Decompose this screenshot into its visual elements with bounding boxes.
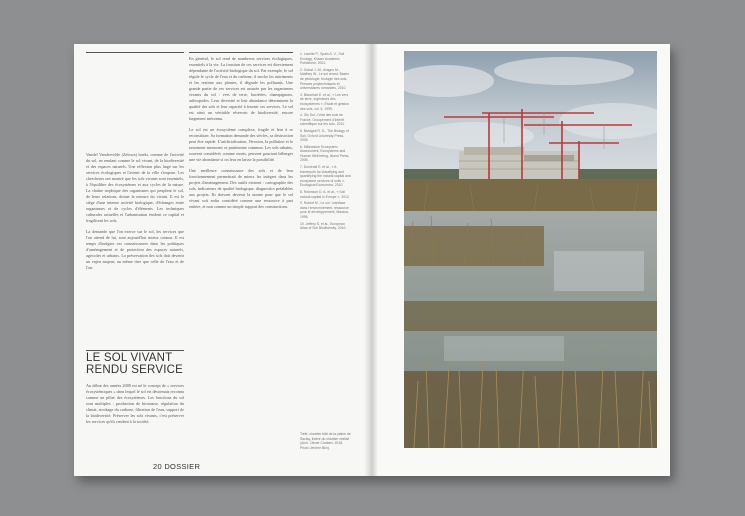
- section-label: DOSSIER: [164, 462, 201, 471]
- top-rule-col1: [86, 52, 184, 53]
- footnote-7: 7. Dominati E. et al., « A framework for classifying and quantifying the natural capital and ecosystem services of soils », Ecological Economics, 2010.: [300, 165, 351, 188]
- page-number: 20: [153, 462, 162, 471]
- section-title: LE SOL VIVANT RENDU SERVICE: [86, 352, 183, 376]
- column-1-lower: [86, 383, 184, 443]
- column-2: [189, 56, 293, 436]
- col2-paragraph-1: En général, le sol rend de nombreux services écologiques, essentiels à la vie. La fonction de ces services est directement dépendante de l'activité biologique du sol. Par exemple, le sol régule le cycle de l'eau et du carbone, il stocke les nutriments et les restitue aux plantes, il dégrade les polluants. Une grande partie de ces services est assurée par les organismes vivants du sol : vers de terre, bactéries, champignons, arthropodes. Leur diversité et leur abondance déterminent la qualité des sols et leur capacité à fournir ces services. Le sol est ainsi un véritable réservoir de biodiversité, encore largement méconnu.: [189, 56, 293, 121]
- footnote-4: 4. Gis Sol, L'état des sols de France, Groupement d'intérêt scientifique sur les sols, 2011.: [300, 113, 345, 127]
- photo-illustration: [404, 51, 657, 448]
- top-rule-col2: [189, 52, 293, 53]
- construction-site-photo: [404, 51, 657, 448]
- footnote-1: 1. Lavelle P., Spain A. V., Soil Ecology, Kluwer Academic Publishers, 2001.: [300, 52, 345, 66]
- footnote-3: 3. Blanchart E. et al., « Les vers de terre, ingénieurs des écosystèmes », Étude et gestion des sols, vol. 6, 1999.: [300, 92, 350, 111]
- footnote-10: 10. Jeffery S. et al., European Atlas of Soil Biodiversity, 2010.: [300, 221, 347, 231]
- section-title-rule: [86, 350, 184, 351]
- column-1: [86, 152, 184, 292]
- col2-paragraph-3: Une meilleure connaissance des sols et de leur fonctionnement permettrait de mieux les intégrer dans les projets d'aménagement. Des outils existent : cartographie des sols, indicateurs de qualité biologique, diagnostics préalables aux projets. Ils doivent devenir la norme pour que le sol vivant soit enfin considéré comme une ressource à part entière, et non comme un simple support des constructions.: [189, 168, 293, 209]
- page-folio: [153, 462, 200, 471]
- col2-paragraph-2: Le sol est un écosystème complexe, fragile et lent à se reconstituer. Sa formation demande des siècles, sa destruction peut être rapide. L'artificialisation, l'érosion, la pollution et le tassement menacent ce patrimoine commun. Les sols urbains, souvent considérés comme morts, peuvent pourtant héberger une vie abondante si on leur en laisse la possibilité.: [189, 127, 293, 162]
- footnotes-column: [300, 52, 352, 297]
- footnote-6: 6. Millennium Ecosystem Assessment, Ecosystems and Human Well-being, Island Press, 2005.: [300, 144, 350, 163]
- col1-paragraph-2: La demande que l'on exerce sur le sol, les services que l'on attend de lui, sont aujourd'hui mieux connus. Il est temps d'intégrer ces connaissances dans les politiques d'aménagement et de protection des espaces naturels, agricoles et urbains. La préservation des sols doit devenir un enjeu majeur, au même titre que celle de l'eau et de l'air.: [86, 229, 184, 270]
- spine-gutter: [364, 44, 378, 476]
- footnote-8: 8. Robinson D. A. et al., « Soil natural capital in Europe », 2012.: [300, 190, 350, 199]
- photo-caption: Tiefe, chantier bâti de la plaine de Saclay, lisière du chantier réalisé (Arch. Olivier Chabert, 2018. Photo Jérôme Blin).: [300, 432, 351, 450]
- footnote-9: 9. Robert M., Le sol : interface dans l'environnement, ressource pour le développement, Masson, 1996.: [300, 201, 350, 219]
- footnote-5: 5. Bardgett R. D., The Biology of Soil, Oxford University Press, 2005.: [300, 128, 349, 143]
- col1-paragraph-1: Vandel Vandervelde (Zelowa) boekt, comme de l'activité du sol, en rendant comme le sol vivant, de la biodiversité et des espaces naturels. Une réflexion plus large sur les services écologiques et l'avenir de la ville s'impose. Les chercheurs ont montré que les sols vivants sont essentiels, à l'équilibre des écosystèmes et aux cycles de la nature. La chaîne trophique des organismes qui peuplent le sol, de leurs relations, donne la mesure du vivant. Il est le siège d'une intense activité biologique, d'échanges entre organismes et de cycles d'éléments. Les techniques culturales actuelles et l'urbanisation érodent ce capital et fragilisent les sols.: [86, 152, 184, 223]
- col1-paragraph-3: Au début des années 2000 est né le concept de « services écosystémiques » dans lequel le sol est désormais reconnu comme un pilier des écosystèmes. Les fonctions du sol sont multiples : production de biomasse, régulation du climat, stockage du carbone, filtration de l'eau, support de la biodiversité. Préserver les sols vivants, c'est préserver les services qu'ils rendent à la société.: [86, 383, 184, 424]
- footnote-2: 2. Gobat J.-M., Aragno M., Matthey W., Le sol vivant. Bases de pédologie, biologie des sols, Presses polytechniques et universitaires romandes, 2010.: [300, 67, 349, 91]
